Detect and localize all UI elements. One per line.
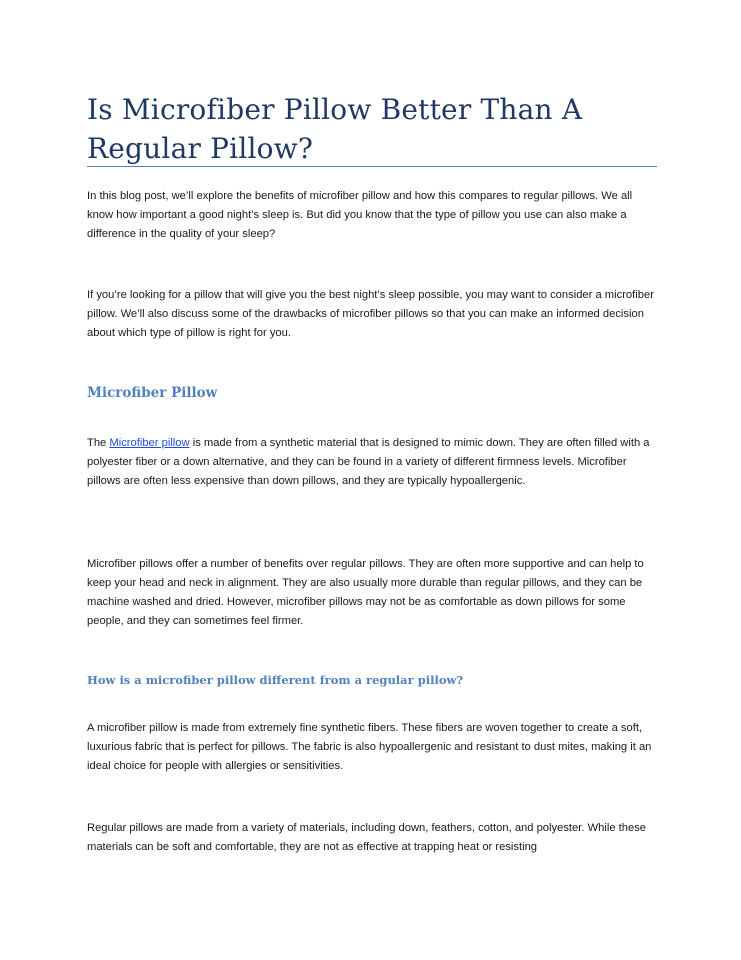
paragraph-suffix: is made from a synthetic material that is designed to mimic down. They are often filled with a polyester fiber or a down alternative, and they can be found in a variety of different firmness levels. Microfiber pillows are often less expensive than down pillows, and they are typically hypoallergenic. <box>87 437 650 487</box>
title-underline <box>87 166 657 167</box>
section1-paragraph-1 <box>87 434 655 491</box>
section-heading-microfiber-pillow: Microfiber Pillow <box>87 385 218 401</box>
section1-paragraph-2: Microfiber pillows offer a number of benefits over regular pillows. They are often more supportive and can help to keep your head and neck in alignment. They are also usually more durable than regular pillows, and they can be machine washed and dried. However, microfiber pillows may not be as comfortable as down pillows for some people, and they can sometimes feel firmer. <box>87 558 644 627</box>
section-heading-difference: How is a microfiber pillow different from a regular pillow? <box>87 673 464 687</box>
paragraph-prefix: The <box>87 437 110 449</box>
section2-paragraph-1: A microfiber pillow is made from extremely fine synthetic fibers. These fibers are woven together to create a soft, luxurious fabric that is perfect for pillows. The fabric is also hypoallergenic and resistant to dust mites, making it an ideal choice for people with allergies or sensitivities. <box>87 722 652 772</box>
intro-paragraph-2: If you’re looking for a pillow that will give you the best night’s sleep possible, you may want to consider a microfiber pillow. We’ll also discuss some of the drawbacks of microfiber pillows so that you can make an informed decision about which type of pillow is right for you. <box>87 289 654 339</box>
intro-paragraph-1: In this blog post, we’ll explore the benefits of microfiber pillow and how this compares to regular pillows. We all know how important a good night’s sleep is. But did you know that the type of pillow you use can also make a difference in the quality of your sleep? <box>87 190 633 240</box>
microfiber-pillow-link[interactable]: Microfiber pillow <box>109 437 190 449</box>
page-title: Is Microfiber Pillow Better Than A Regular Pillow? <box>87 93 583 165</box>
section2-paragraph-2: Regular pillows are made from a variety of materials, including down, feathers, cotton, and polyester. While these materials can be soft and comfortable, they are not as effective at trapping heat or resisting <box>87 822 647 853</box>
